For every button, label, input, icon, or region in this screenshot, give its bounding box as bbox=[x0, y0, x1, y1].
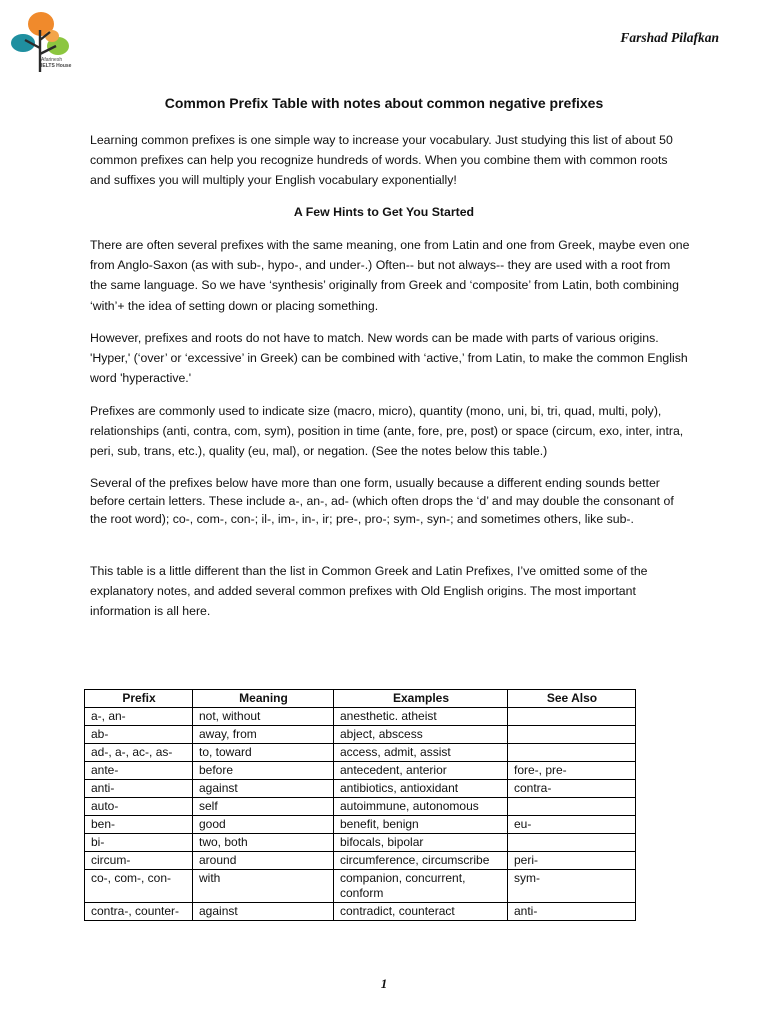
intro-paragraph: Learning common prefixes is one simple way to increase your vocabulary. Just studying this list of about 50 common prefixes can help you recognize hundreds of words. When you combine them with common roots and suffixes you will multiply your English vocabulary exponentially! bbox=[90, 133, 673, 188]
table-cell bbox=[508, 726, 636, 744]
table-cell: contra-, counter- bbox=[85, 903, 193, 921]
table-row bbox=[85, 834, 636, 852]
section-heading: A Few Hints to Get You Started bbox=[293, 205, 475, 219]
table-cell: autoimmune, autonomous bbox=[334, 798, 508, 816]
table-row bbox=[85, 852, 636, 870]
table-cell: eu- bbox=[508, 816, 636, 834]
table-cell: bi- bbox=[85, 834, 193, 852]
table-cell: co-, com-, con- bbox=[85, 870, 193, 903]
table-cell: antibiotics, antioxidant bbox=[334, 780, 508, 798]
table-header-row bbox=[85, 690, 636, 708]
paragraph-3: However, prefixes and roots do not have to match. New words can be made with parts of various origins. 'Hyper,' (‘over’ or ‘excessive’ in Greek) can be combined with ‘active,’ from Latin, to make the common English word 'hyperactive.' bbox=[90, 331, 688, 386]
table-cell: a-, an- bbox=[85, 708, 193, 726]
table-row bbox=[85, 798, 636, 816]
table-cell: fore-, pre- bbox=[508, 762, 636, 780]
table-row bbox=[85, 903, 636, 921]
paragraph-5: Several of the prefixes below have more than one form, usually because a different ending sounds better before certain letters. These include a-, an-, ad- (which often drops the ‘d’ and may double the consonant of the root word); co-, com-, con-; il-, im-, in-, ir; pre-, pro-; sym-, syn-; and sometimes others, like sub-. bbox=[90, 476, 674, 526]
table-cell: anti- bbox=[508, 903, 636, 921]
table-row bbox=[85, 762, 636, 780]
table-row bbox=[85, 780, 636, 798]
table-cell: abject, abscess bbox=[334, 726, 508, 744]
table-cell: ab- bbox=[85, 726, 193, 744]
table-cell: with bbox=[193, 870, 334, 903]
table-cell: benefit, benign bbox=[334, 816, 508, 834]
table-cell: before bbox=[193, 762, 334, 780]
table-row bbox=[85, 744, 636, 762]
column-header: See Also bbox=[508, 690, 636, 708]
table-row bbox=[85, 816, 636, 834]
page-number: 1 bbox=[380, 976, 388, 991]
table-cell bbox=[508, 798, 636, 816]
table-cell: ben- bbox=[85, 816, 193, 834]
logo-text: Afarinesh IELTS House bbox=[41, 57, 72, 69]
table-cell: two, both bbox=[193, 834, 334, 852]
table-cell: around bbox=[193, 852, 334, 870]
paragraph-2: There are often several prefixes with the same meaning, one from Latin and one from Greek, maybe even one from Anglo-Saxon (as with sub-, hypo-, and under-.) Often-- but not always-- they are used with a root from the same language. So we have ‘synthesis’ originally from Greek and ‘composite’ from Latin, both combining ‘with’+ the idea of setting down or placing something. bbox=[90, 238, 690, 313]
table-cell bbox=[508, 708, 636, 726]
paragraph-6: This table is a little different than the list in Common Greek and Latin Prefixes, I’ve omitted some of the explanatory notes, and added several common prefixes with Old English origins. The most important information is all here. bbox=[90, 564, 648, 619]
table-cell: companion, concurrent, conform bbox=[334, 870, 508, 903]
table-cell: contra- bbox=[508, 780, 636, 798]
table-row bbox=[85, 708, 636, 726]
author-name: Farshad Pilafkan bbox=[620, 30, 719, 45]
table-cell: away, from bbox=[193, 726, 334, 744]
table-cell: antecedent, anterior bbox=[334, 762, 508, 780]
table-cell: ante- bbox=[85, 762, 193, 780]
table-cell: anti- bbox=[85, 780, 193, 798]
table-cell: peri- bbox=[508, 852, 636, 870]
table-cell: to, toward bbox=[193, 744, 334, 762]
page-title: Common Prefix Table with notes about common negative prefixes bbox=[164, 95, 604, 111]
table-cell: access, admit, assist bbox=[334, 744, 508, 762]
table-cell: contradict, counteract bbox=[334, 903, 508, 921]
table-cell: sym- bbox=[508, 870, 636, 903]
table-cell: good bbox=[193, 816, 334, 834]
table-cell: anesthetic. atheist bbox=[334, 708, 508, 726]
table-cell bbox=[508, 744, 636, 762]
table-cell bbox=[508, 834, 636, 852]
column-header: Meaning bbox=[193, 690, 334, 708]
table-cell: not, without bbox=[193, 708, 334, 726]
column-header: Examples bbox=[334, 690, 508, 708]
table-cell: circumference, circumscribe bbox=[334, 852, 508, 870]
prefix-table bbox=[84, 689, 636, 921]
column-header: Prefix bbox=[85, 690, 193, 708]
table-cell: self bbox=[193, 798, 334, 816]
table-cell: bifocals, bipolar bbox=[334, 834, 508, 852]
table-cell: against bbox=[193, 903, 334, 921]
table-cell: auto- bbox=[85, 798, 193, 816]
table-cell: circum- bbox=[85, 852, 193, 870]
table-cell: against bbox=[193, 780, 334, 798]
table-row bbox=[85, 726, 636, 744]
table-row bbox=[85, 870, 636, 903]
table-cell: ad-, a-, ac-, as- bbox=[85, 744, 193, 762]
paragraph-4: Prefixes are commonly used to indicate size (macro, micro), quantity (mono, uni, bi, tri, quad, multi, poly), relationships (anti, contra, com, sym), position in time (ante, fore, pre, post) or space (circum, exo, inter, intra, peri, sub, trans, etc.), quality (eu, mal), or negation. (See the notes below this table.) bbox=[90, 404, 684, 459]
